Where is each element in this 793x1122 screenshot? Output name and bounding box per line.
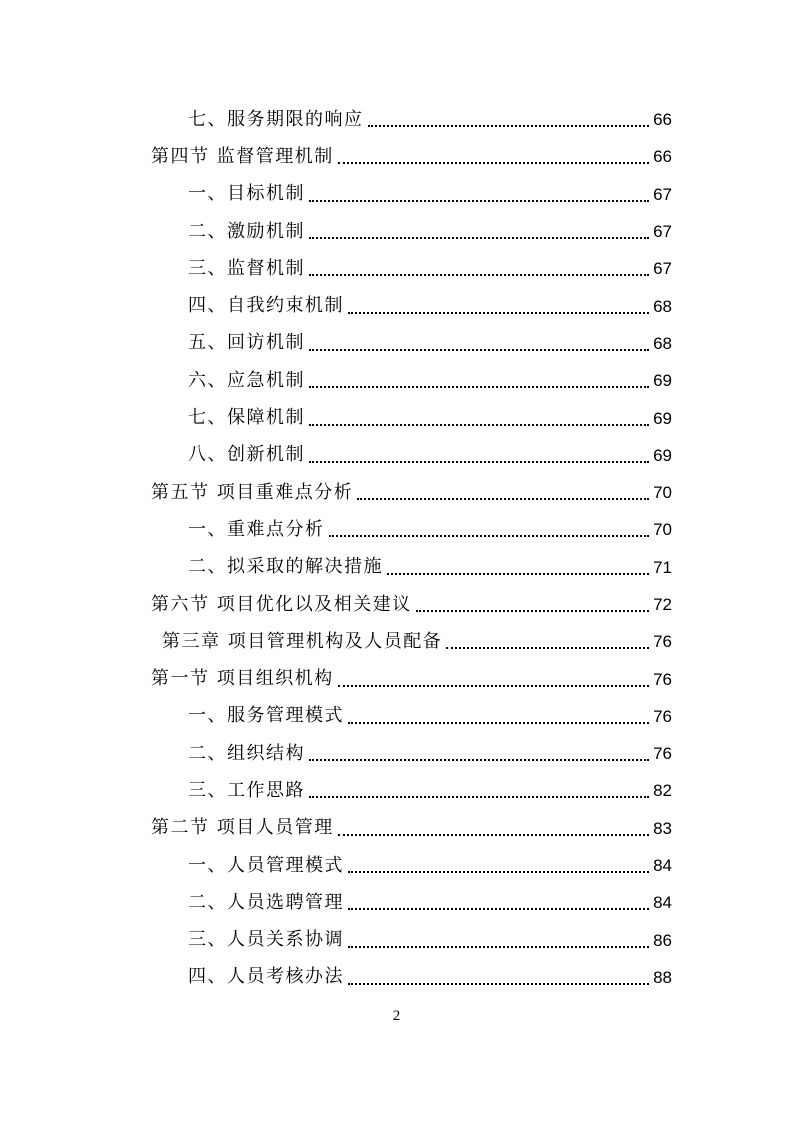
toc-entry[interactable] — [0, 325, 793, 362]
toc-entry[interactable] — [0, 101, 793, 138]
toc-entry-page: 68 — [653, 296, 672, 316]
toc-entry-page: 88 — [653, 967, 672, 987]
toc-entry-title: 六、应急机制 — [188, 369, 305, 391]
toc-entry-page: 76 — [653, 706, 672, 726]
toc-entry[interactable] — [0, 810, 793, 847]
toc-dot-leader — [338, 161, 649, 164]
toc-entry-page: 76 — [653, 632, 672, 652]
toc-dot-leader — [348, 907, 649, 910]
toc-dot-leader — [338, 684, 649, 687]
toc-dot-leader — [416, 609, 649, 612]
toc-entry-page: 71 — [653, 557, 672, 577]
toc-entry-title: 七、保障机制 — [188, 407, 305, 429]
toc-entry-title: 三、人员关系协调 — [188, 929, 344, 951]
page-number: 2 — [392, 1008, 401, 1024]
toc-entry-title: 一、服务管理模式 — [188, 705, 344, 727]
toc-entry[interactable] — [0, 437, 793, 474]
toc-dot-leader — [348, 311, 649, 314]
toc-entry[interactable] — [0, 660, 793, 697]
toc-entry-page: 69 — [653, 371, 672, 391]
toc-entry-page: 76 — [653, 744, 672, 764]
toc-dot-leader — [357, 497, 649, 500]
toc-entry[interactable] — [0, 959, 793, 996]
toc-entry-title: 第一节 项目组织机构 — [151, 668, 334, 690]
toc-entry[interactable] — [0, 511, 793, 548]
toc-dot-leader — [348, 721, 649, 724]
toc-entry-title: 七、服务期限的响应 — [188, 108, 364, 130]
toc-entry[interactable] — [0, 138, 793, 175]
toc-entry-page: 66 — [653, 110, 672, 130]
toc-entry[interactable] — [0, 176, 793, 213]
toc-dot-leader — [348, 945, 649, 948]
toc-entry[interactable] — [0, 623, 793, 660]
toc-entry-title: 二、激励机制 — [188, 220, 305, 242]
toc-entry-page: 67 — [653, 222, 672, 242]
toc-dot-leader — [309, 795, 649, 798]
toc-entry-title: 三、监督机制 — [188, 257, 305, 279]
toc-entry[interactable] — [0, 922, 793, 959]
toc-entry-page: 70 — [653, 520, 672, 540]
toc-entry-page: 83 — [653, 818, 672, 838]
toc-dot-leader — [348, 870, 649, 873]
toc-entry-page: 68 — [653, 333, 672, 353]
toc-dot-leader — [309, 273, 649, 276]
toc-entry-title: 一、人员管理模式 — [188, 854, 344, 876]
toc-entry[interactable] — [0, 735, 793, 772]
toc-entry-page: 69 — [653, 445, 672, 465]
toc-dot-leader — [309, 423, 649, 426]
toc-dot-leader — [309, 236, 649, 239]
toc-dot-leader — [309, 758, 649, 761]
toc-entry-title: 八、创新机制 — [188, 444, 305, 466]
toc-entry-title: 一、重难点分析 — [188, 518, 325, 540]
toc-entry-page: 86 — [653, 930, 672, 950]
toc-entry-page: 66 — [653, 147, 672, 167]
toc-entry-title: 四、人员考核办法 — [188, 966, 344, 988]
toc-entry-page: 84 — [653, 856, 672, 876]
toc-entry-title: 第六节 项目优化以及相关建议 — [151, 593, 412, 615]
toc-entry[interactable] — [0, 586, 793, 623]
toc-entry[interactable] — [0, 399, 793, 436]
toc-entry-page: 76 — [653, 669, 672, 689]
toc-entry[interactable] — [0, 772, 793, 809]
toc-dot-leader — [387, 572, 649, 575]
toc-entry[interactable] — [0, 474, 793, 511]
toc-entry[interactable] — [0, 549, 793, 586]
toc-entry-title: 三、工作思路 — [188, 779, 305, 801]
toc-dot-leader — [309, 199, 649, 202]
toc-dot-leader — [309, 460, 649, 463]
toc-entry[interactable] — [0, 698, 793, 735]
toc-dot-leader — [368, 124, 650, 127]
toc-entry[interactable] — [0, 213, 793, 250]
toc-entry[interactable] — [0, 250, 793, 287]
toc-dot-leader — [329, 534, 650, 537]
toc-entry-title: 第四节 监督管理机制 — [151, 145, 334, 167]
toc-entry[interactable] — [0, 362, 793, 399]
toc-entry-page: 84 — [653, 893, 672, 913]
toc-dot-leader — [309, 348, 649, 351]
toc-entry-title: 二、拟采取的解决措施 — [188, 556, 383, 578]
toc-entry[interactable] — [0, 847, 793, 884]
toc-entry-page: 69 — [653, 408, 672, 428]
toc-entry-page: 70 — [653, 483, 672, 503]
toc-entry-title: 二、人员选聘管理 — [188, 891, 344, 913]
toc-dot-leader — [338, 833, 649, 836]
toc-entry-title: 第五节 项目重难点分析 — [151, 481, 354, 503]
toc-entry-page: 82 — [653, 781, 672, 801]
toc-entry-title: 四、自我约束机制 — [188, 295, 344, 317]
table-of-contents — [0, 101, 793, 996]
toc-dot-leader — [446, 646, 649, 649]
toc-entry-title: 一、目标机制 — [188, 183, 305, 205]
toc-dot-leader — [309, 385, 649, 388]
toc-entry-page: 67 — [653, 259, 672, 279]
toc-entry-title: 第二节 项目人员管理 — [151, 817, 334, 839]
toc-entry[interactable] — [0, 884, 793, 921]
toc-entry-page: 72 — [653, 595, 672, 614]
toc-entry[interactable] — [0, 287, 793, 324]
toc-entry-page: 67 — [653, 184, 672, 204]
toc-entry-title: 二、组织结构 — [188, 742, 305, 764]
toc-dot-leader — [348, 982, 649, 985]
toc-entry-title: 第三章 项目管理机构及人员配备 — [162, 630, 443, 652]
toc-entry-title: 五、回访机制 — [188, 332, 305, 354]
